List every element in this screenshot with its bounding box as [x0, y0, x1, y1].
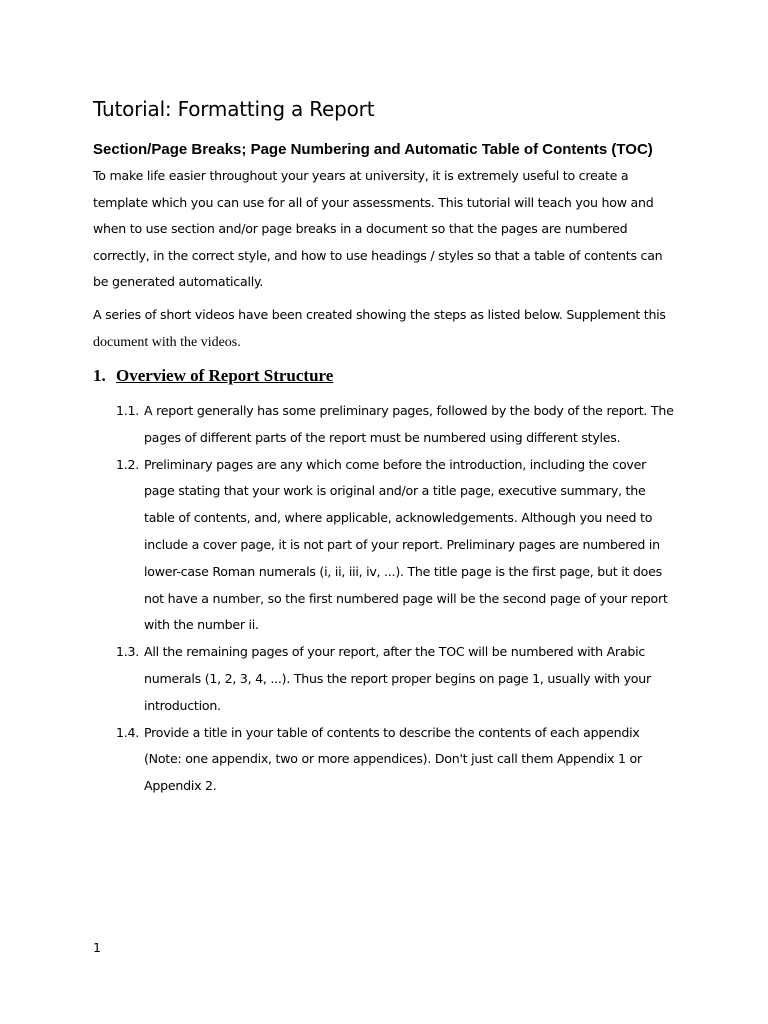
overview-heading	[93, 364, 333, 388]
list-item	[116, 639, 676, 719]
list-item-number: 1.2.	[116, 456, 140, 472]
overview-heading-title: Overview of Report Structure	[116, 366, 334, 385]
list-item	[116, 398, 676, 452]
list-item-text: Provide a title in your table of contents to describe the contents of each appendix (Note: one appendix, two or more appendices). Don't just call them Appendix 1 or Appendix 2.	[144, 724, 642, 794]
list-item	[116, 452, 676, 640]
list-item-text: All the remaining pages of your report, after the TOC will be numbered with Arabic numerals (1, 2, 3, 4, ...). Thus the report proper begins on page 1, usually with your introduction.	[144, 644, 651, 713]
videos-paragraph-serif-text: document with the videos.	[93, 334, 241, 350]
list-item-number: 1.1.	[116, 403, 140, 418]
videos-paragraph	[93, 302, 678, 356]
list-item-number: 1.4.	[116, 724, 140, 740]
list-item-text: Preliminary pages are any which come before the introduction, including the cover page stating that your work is original and/or a title page, executive summary, the table of contents, and, where applicable, acknowledgements. Although you need to include a cover page, it is not part of your report. Preliminary pages are numbered in lower-case Roman numerals (i, ii, iii, iv, ...). The title page is the first page, but it does not have a number, so the first numbered page will be the second page of your report with the number ii.	[144, 456, 668, 633]
list-item	[116, 720, 676, 800]
page-number: 1	[93, 940, 102, 955]
overview-list	[116, 398, 676, 800]
list-item-text: A report generally has some preliminary pages, followed by the body of the report. The pages of different parts of the report must be numbered using different styles.	[144, 403, 674, 445]
intro-paragraph: To make life easier throughout your years at university, it is extremely useful to create a template which you can use for all of your assessments. This tutorial will teach you how and when to use section and/or page breaks in a document so that the pages are numbered correctly, in the correct style, and how to use headings / styles so that a table of contents can be generated automatically.	[93, 168, 663, 290]
videos-paragraph-text: A series of short videos have been created showing the steps as listed below. Supplement this	[93, 307, 666, 322]
section-heading: Section/Page Breaks; Page Numbering and Automatic Table of Contents (TOC)	[93, 141, 653, 158]
overview-heading-number: 1.	[93, 366, 106, 385]
list-item-number: 1.3.	[116, 644, 140, 660]
document-title: Tutorial: Formatting a Report	[93, 97, 375, 121]
